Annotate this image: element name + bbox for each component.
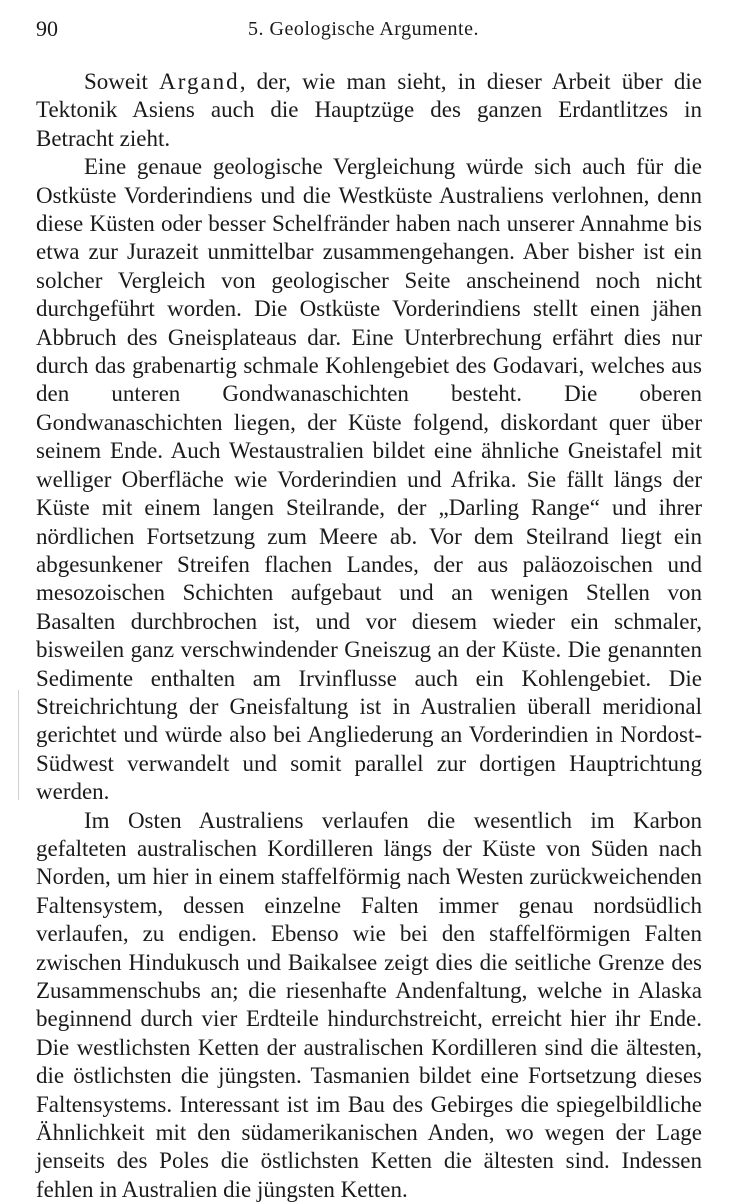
page-number: 90 bbox=[36, 16, 58, 41]
paragraph-1-rest: , der, wie man sieht, in dieser Arbeit über die Tektonik Asiens auch die Hauptzüge des ganzen Erdantlitzes in Betracht zieht. bbox=[36, 69, 702, 151]
paragraph-1 bbox=[36, 68, 702, 153]
body-text bbox=[36, 68, 702, 1204]
paragraph-2: Eine genaue geologische Vergleichung würde sich auch für die Ostküste Vorderindiens und die Westküste Australiens verlohnen, denn diese Küsten oder besser Schelfränder haben nach unserer Annahme bis etwa zur Jurazeit unmittelbar zusammengehangen. Aber bisher ist ein solcher Vergleich von geologischer Seite anscheinend noch nicht durchgeführt worden. Die Ostküste Vorderindiens stellt einen jähen Abbruch des Gneisplateaus dar. Eine Unterbrechung erfährt dies nur durch das grabenartig schmale Kohlengebiet des Godavari, welches aus den unteren Gondwanaschichten besteht. Die oberen Gondwanaschichten liegen, der Küste folgend, diskordant quer über seinem Ende. Auch Westaustralien bildet eine ähnliche Gneistafel mit welliger Oberfläche wie Vorderindien und Afrika. Sie fällt längs der Küste mit einem langen Steilrande, der „Darling Range“ und ihrer nördlichen Fortsetzung zum Meere ab. Vor dem Steilrand liegt ein abgesunkener Streifen flachen Landes, der aus paläozoischen und mesozoischen Schichten aufgebaut und an wenigen Stellen von Basalten durchbrochen ist, und vor diesem wieder ein schmaler, bisweilen ganz verschwindender Gneiszug an der Küste. Die genannten Sedimente enthalten am Irvinflusse auch ein Kohlengebiet. Die Streichrichtung der Gneisfaltung ist in Australien überall meridional gerichtet und würde also bei Angliederung an Vorderindien in Nordost-Südwest verwandelt und somit parallel zur dortigen Hauptrichtung werden. bbox=[36, 154, 702, 805]
paragraph-1-lead: Soweit bbox=[84, 69, 160, 94]
running-title: 5. Geologische Argumente. bbox=[248, 18, 479, 40]
margin-mark bbox=[18, 690, 19, 800]
author-name: Argand bbox=[159, 69, 240, 94]
page-header bbox=[36, 16, 701, 46]
paragraph-3: Im Osten Australiens verlaufen die wesentlich im Karbon gefalteten australischen Kordilleren längs der Küste von Süden nach Norden, um hier in einem staffelförmig nach Westen zurückweichenden Faltensystem, dessen einzelne Falten immer genau nordsüdlich verlaufen, zu endigen. Ebenso wie bei den staffelförmigen Falten zwischen Hindukusch und Baikalsee zeigt dies die seitliche Grenze des Zusammenschubs an; die riesenhafte Andenfaltung, welche in Alaska beginnend durch vier Erdteile hindurchstreicht, erreicht hier ihr Ende. Die westlichsten Ketten der australischen Kordilleren sind die ältesten, die östlichsten die jüngsten. Tasmanien bildet eine Fortsetzung dieses Faltensystems. Interessant ist im Bau des Gebirges die spiegelbildliche Ähnlichkeit mit den südamerikanischen Anden, wo wegen der Lage jenseits des Poles die östlichsten Ketten die ältesten sind. Indessen fehlen in Australien die jüngsten Ketten. bbox=[36, 807, 702, 1202]
